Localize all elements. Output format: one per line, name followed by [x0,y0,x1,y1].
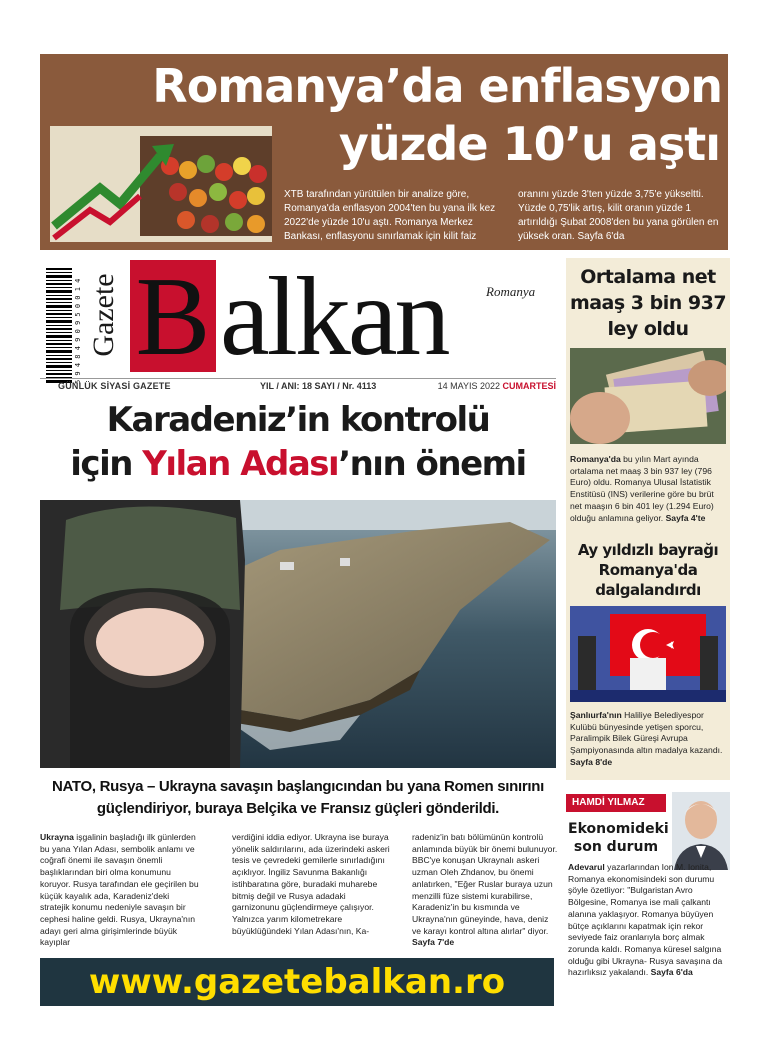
gazete-label: Gazete [87,273,120,357]
article-column: radeniz'in batı bölümünün kontrolü anlamında büyük bir önemi bulunuyor. BBC'ye konuşan Ukraynalı askeri uzman Oleh Zhdanov, bu önemi anlatırken, "Eğer Ruslar buraya uzun menzilli füze sistemi kurabilirse, Karadeniz'in bu kısmında ve Ukrayna'nın güneyinde, hava, deniz ve karayı kontrol altına alırlar" diyor. Sayfa 7'de [412,832,558,948]
website-banner[interactable] [40,958,554,1006]
page-reference[interactable]: Sayfa 6'da [650,967,693,978]
columnist-box [566,792,730,1014]
market-produce-photo [50,126,272,242]
columnist-name: HAMDİ YILMAZ [566,794,666,812]
page-reference[interactable]: Sayfa 8'de [570,756,613,767]
columnist-photo [672,792,730,870]
masthead-divider [40,378,556,379]
podium-flag-photo [570,606,726,702]
salary-text: Romanya'da bu yılın Mart ayında ortalama net maaş 3 bin 937 ley (796 Euro) oldu. Romanya Ulusal İstatistik Enstitüsü (INS) verilerine göre bu brüt net maaşın 6 bin 401 ley (1.294 Euro) olduğu anlamına geliyor. Sayfa 4'te [570,454,714,523]
barcode-number: 5 9 4 8 4 9 0 9 5 0 0 1 4 [74,278,82,384]
balkan-logo[interactable] [126,255,556,379]
page-reference[interactable]: Sayfa 7'de [412,937,455,948]
inflation-banner[interactable] [40,54,728,250]
logo-text: alkan [220,255,448,379]
masthead-subtitle: GÜNLÜK SİYASİ GAZETE [58,381,171,391]
banner-text: oranını yüzde 3'ten yüzde 3,75'e yükseltti. Yüzde 0,75'lik artış, kilit oranın yüzde 1 artırıldığı Şubat 2008'den bu yana görülen en yüksek oran. Sayfa 6'da [518,189,719,242]
edition-label: Romanya [486,284,536,299]
snake-island-photo [40,500,556,768]
sidebar [566,258,730,780]
headline-highlight: Yılan Adası [142,444,339,484]
logo-initial: B [135,255,211,379]
issue-date: 14 MAYIS 2022 CUMARTESİ [437,381,556,391]
flag-text: Şanlıurfa'nın Haliliye Belediyespor Kulübü bünyesinde yetişen sporcu, Paralimpik Bilek Güreşi Avrupa Şampiyonasında altın madalya kazandı. Sayfa 8'de [570,710,723,767]
banner-text: XTB tarafından yürütülen bir analize göre, Romanya'da enflasyon 2004'ten bu yana ilk kez 2022'de yüzde 10'u aştı. Romanya Merkez Bankası, enflasyonu sınırlamak için kilit faiz [284,189,496,242]
article-column: verdiğini iddia ediyor. Ukrayna ise buraya yönelik saldırılarını, ada üzerindeki askeri tesis ve çevredeki gemilerle sınırladığını açıklıyor. İngiliz Savunma Bakanlığı istihbaratına göre, buradaki muharebe bitmiş değil ve Rusya adadaki garnizonunu güçlendirmeye çalışıyor. Yalnızca yarım kilometrekare büyüklüğündeki Yılan Adası'nın, Ka- [232,832,390,936]
columnist-text: Adevarul yazarlarından Ion M. Ionita, Romanya ekonomisindeki son durumu şöyle özetliyor: "Bulgaristan Avro Bölgesine, Romanya ise mali çalkantı alanına yaklaşıyor. Romanya büyüyen bütçe açıklarını kapatmak için rekor seviyede faiz oranlarıyla borç almak zorunda kaldı. Romanya küresel salgına olduğu gibi Ukrayna- Rusya savaşına da hazırlıksız yakalandı. Sayfa 6'da [568,862,723,978]
growth-arrow-icon [50,126,272,242]
columnist-title[interactable]: Ekonomideki son durum [568,821,669,855]
issue-number: YIL / ANI: 18 SAYI / Nr. 4113 [260,381,377,391]
main-headline[interactable]: Karadeniz’in kontrolü için Yılan Adası’nın önemi [70,400,526,484]
main-subhead: NATO, Rusya – Ukrayna savaşın başlangıcından bu yana Romen sınırını güçlendiriyor, buraya Belçika ve Fransız güçleri gönderildi. [51,778,544,817]
banner-headline: Romanya’da enflasyon [152,59,722,113]
page-reference[interactable]: Sayfa 4'te [665,512,706,523]
salary-headline[interactable]: Ortalama net maaş 3 bin 937 ley oldu [569,266,727,340]
banner-headline-line2: yüzde 10’u aştı [338,117,720,171]
flag-headline[interactable]: Ay yıldızlı bayrağı Romanya'da dalgalandırdı [577,541,719,599]
money-photo [570,348,726,444]
article-column: Ukrayna işgalinin başladığı ilk günlerden bu yana Yılan Adası, sembolik anlamı ve coğrafi önemi ile savaşın önemli başlıklarından biri olma konumunu koruyor. Rusya tarafından ele geçirilen bu küçük kayalık ada, Karadeniz'deki stratejik konumu nedeniyle savaşın bir cephesi haline geldi. Rusya, Ukrayna'nın adayı geri alma girişimlerinde büyük kayıplar [40,832,199,948]
website-link[interactable]: www.gazetebalkan.ro [88,962,506,1002]
